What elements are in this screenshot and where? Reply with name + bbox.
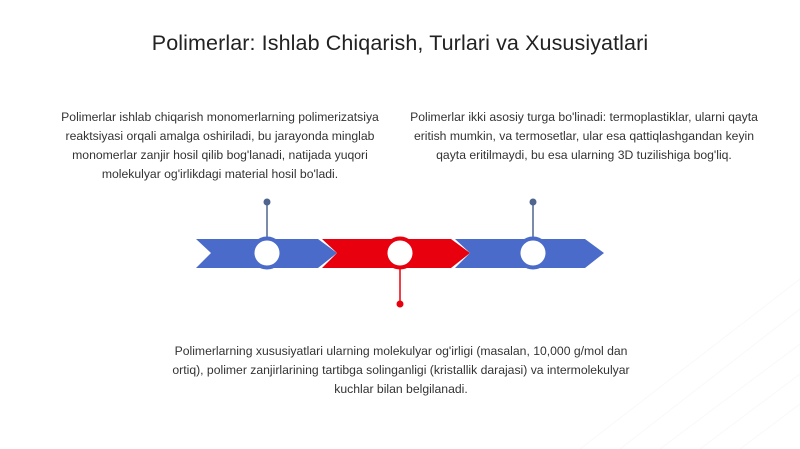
timeline-node-2	[386, 239, 415, 268]
connector-dot-2	[397, 301, 404, 308]
connector-dot-3	[530, 199, 537, 206]
slide-title: Polimerlar: Ishlab Chiqarish, Turlari va Xususiyatlari	[151, 31, 649, 55]
timeline-text-production: Polimerlar ishlab chiqarish monomerlarning polimerizatsiya reaktsiyasi orqali amalga oshiriladi, bu jarayonda minglab monomerlar zanjir hosil qilib bog'lanadi, natijada yuqori molekulyar og'irlikdagi material hosil bo'ladi.	[61, 110, 379, 181]
timeline-node-3	[519, 239, 548, 268]
timeline-text-properties: Polimerlarning xususiyatlari ularning molekulyar og'irligi (masalan, 10,000 g/mol dan ortiq), polimer zanjirlarining tartibga solinganligi (kristallik darajasi) va intermolekulyar kuchlar bilan belgilanadi.	[172, 344, 630, 396]
timeline-node-1	[253, 239, 282, 268]
connector-dot-1	[264, 199, 271, 206]
timeline-text-types: Polimerlar ikki asosiy turga bo'linadi: termoplastiklar, ularni qayta eritish mumkin, va termosetlar, ular esa qattiqlashgandan keyin qayta eritilmaydi, bu esa ularning 3D tuzilishiga bog'liq.	[410, 110, 758, 162]
